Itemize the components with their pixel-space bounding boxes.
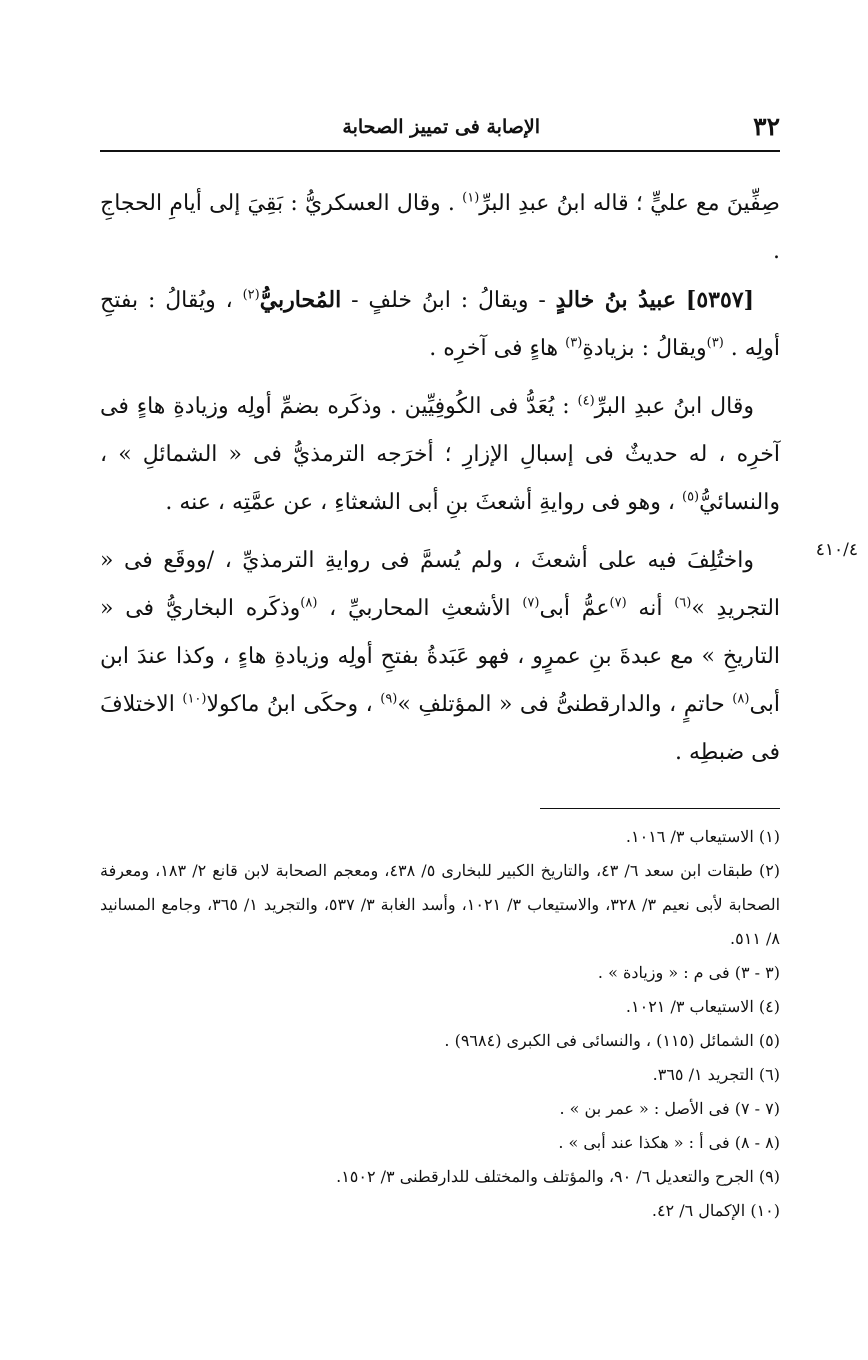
footnote-marker: (٩) — [380, 691, 398, 707]
text-run: - ويقالُ : ابنُ خلفٍ - — [341, 288, 556, 313]
footnote: (٩) الجرح والتعديل ٦/ ٩٠، والمؤتلف والمختلف للدارقطنى ٣/ ١٥٠٢. — [336, 1167, 780, 1186]
text-run: ، وحكَى ابنُ ماكولا — [206, 692, 381, 717]
header-rule — [100, 150, 780, 152]
running-title: الإصابة فى تمييز الصحابة — [342, 116, 540, 138]
text-run: الاختلافَ فى ضبطِه . — [100, 692, 780, 765]
text-run: ، وهو فى روايةِ أشعثَ بنِ أبى الشعثاءِ ، عن عمَّتِه ، عنه . — [165, 490, 682, 515]
footnote-marker: (٢) — [242, 287, 260, 303]
footnote-marker: (٤) — [577, 393, 595, 409]
footnote-marker: (٣) — [706, 335, 724, 351]
text-run: صِفِّينَ مع عليٍّ ؛ قاله ابنُ عبدِ البرِّ — [479, 191, 780, 216]
footnote-marker: (١٠) — [182, 691, 207, 707]
text-run: هاءٍ فى آخرِه . — [429, 336, 566, 361]
margin-page-reference: ٤١٠/٤ — [815, 540, 858, 560]
main-text — [100, 180, 780, 777]
text-run: ويقالُ : بزيادةِ — [582, 336, 707, 361]
text-run: حاتمٍ ، والدارقطنىُّ فى « المؤتلفِ » — [397, 692, 733, 717]
text-run: . وقال العسكريُّ : بَقِيَ إلى أيامِ الحجاجِ . — [100, 191, 780, 264]
footnote: (١) الاستيعاب ٣/ ١٠١٦. — [625, 827, 780, 846]
footnote-marker: (٦) — [674, 595, 692, 611]
entry-name: عبيدُ بنُ خالدٍ — [555, 287, 677, 313]
entry-number: [٥٣٥٧] — [685, 287, 755, 313]
footnote: (٥) الشمائل (١١٥) ، والنسائى فى الكبرى (٩٦٨٤) . — [444, 1031, 780, 1050]
footnote: (٧ - ٧) فى الأصل : « عمر بن » . — [559, 1099, 780, 1118]
entry-nisba: المُحاربيُّ — [259, 287, 342, 313]
text-run: واختُلِفَ فيه على أشعثَ ، ولم يُسمَّ فى روايةِ الترمذيِّ ، /ووقَع فى « التجريدِ » — [100, 548, 781, 621]
footnote: (٢) طبقات ابن سعد ٦/ ٤٣، والتاريخ الكبير للبخارى ٥/ ٤٣٨، ومعجم الصحابة لابن قانع ٢/ ١٨٣، ومعرفة الصحابة لأبى نعيم ٣/ ٣٢٨، والاستيعاب ٣/ ١٠٢١، وأسد الغابة ٣/ ٥٣٧، والتجريد ١/ ٣٦٥، وجامع المسانيد ٨/ ٥١١. — [100, 861, 781, 948]
paragraph-2-entry — [100, 276, 780, 373]
text-run: وقال ابنُ عبدِ البرِّ — [594, 394, 754, 419]
footnote-marker: (٨) — [732, 691, 750, 707]
footnote: (٦) التجريد ١/ ٣٦٥. — [652, 1065, 780, 1084]
paragraph-3 — [100, 383, 780, 527]
footnote-marker: (٨) — [300, 595, 318, 611]
footnote-marker: (٣) — [565, 335, 583, 351]
footnote-marker: (٧) — [522, 595, 540, 611]
footnote: (١٠) الإكمال ٦/ ٤٢. — [651, 1201, 780, 1220]
page-number: ٣٢ — [753, 112, 780, 141]
footnotes — [100, 820, 780, 1228]
footnote: (٤) الاستيعاب ٣/ ١٠٢١. — [625, 997, 780, 1016]
text-run: وذكَره البخاريُّ فى « التاريخِ » مع عبدةَ بنِ عمرٍو ، فهو عَبَدةُ بفتحِ أولِه وزيادةِ هاءٍ ، وكذا عندَ ابن أبى — [100, 596, 781, 717]
text-run: عمُّ أبى — [539, 596, 610, 621]
footnote: (٨ - ٨) فى أ : « هكذا عند أبى » . — [558, 1133, 780, 1152]
paragraph-4 — [100, 537, 780, 777]
paragraph-1 — [100, 180, 780, 276]
page-header — [100, 110, 780, 148]
footnote: (٣ - ٣) فى م : « وزيادة » . — [597, 963, 780, 982]
text-run: أنه — [626, 596, 675, 621]
text-run: الأشعثِ المحاربيِّ ، — [317, 596, 523, 621]
footnote-marker: (٥) — [681, 489, 700, 505]
text-run: ، ويُقالُ : بفتحِ أولِه . — [100, 288, 780, 361]
footnote-marker: (١) — [462, 190, 480, 206]
footnote-separator — [540, 808, 780, 809]
footnote-marker: (٧) — [609, 595, 627, 611]
text-run: : يُعَدُّ فى الكُوفِيِّين . وذكَره بضمِّ أولِه وزيادةِ هاءٍ فى آخرِه ، له حديثٌ فى إسبالِ الإزارِ ؛ أخرَجه الترمذيُّ فى « الشمائلِ » ، والنسائيُّ — [100, 394, 780, 515]
